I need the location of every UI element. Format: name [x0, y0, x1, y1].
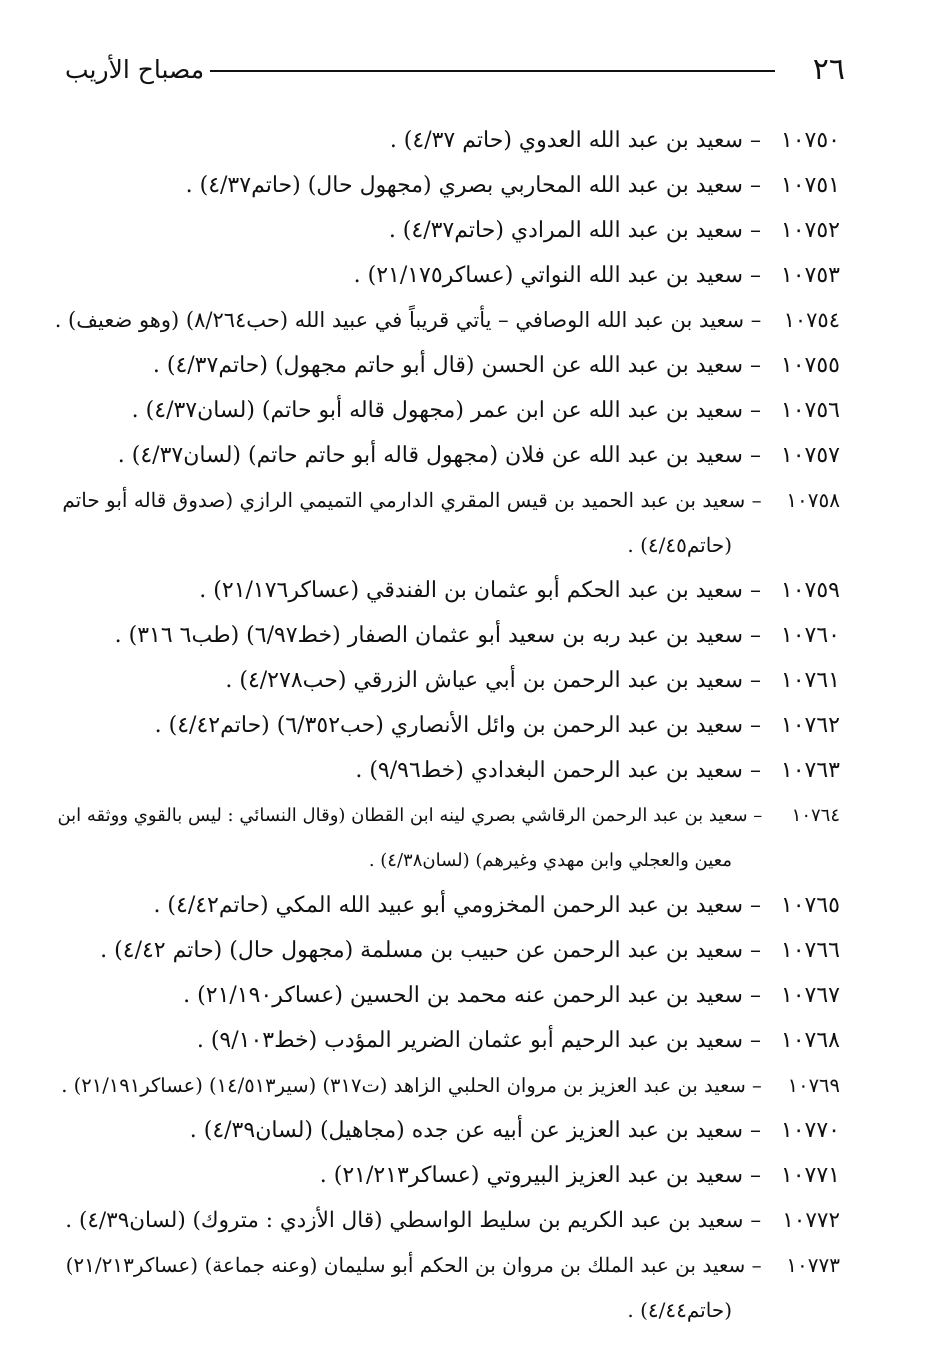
- page-number: ٢٦: [812, 52, 845, 87]
- entry: [50, 613, 840, 658]
- entry: [50, 973, 840, 1018]
- entry: [50, 298, 840, 343]
- entry-text: – سعيد بن عبد الرحمن البغدادي (خط٩/٩٦) .: [355, 758, 761, 783]
- entry-number: ١٠٧٥٢: [780, 218, 840, 243]
- entry-number: ١٠٧٧١: [780, 1163, 840, 1188]
- entry: [50, 1063, 840, 1108]
- entry-number: ١٠٧٥٦: [780, 398, 840, 423]
- entry: [50, 163, 840, 208]
- entry-text: – سعيد بن عبد الحميد بن قيس المقري الدارمي التميمي الرازي (صدوق قاله أبو حاتم: [62, 488, 762, 512]
- entry: [50, 1153, 840, 1198]
- entry-text: – سعيد بن عبد الله عن ابن عمر (مجهول قاله أبو حاتم) (لسان٤/٣٧) .: [131, 398, 761, 423]
- entry-number: ١٠٧٧٣: [786, 1253, 840, 1277]
- entry-continuation: (حاتم٤/٤٤) .: [627, 1298, 732, 1322]
- entry: [50, 1243, 840, 1333]
- entry: [50, 253, 840, 298]
- page-header: [65, 50, 845, 90]
- entry-text: – سعيد بن عبد الحكم أبو عثمان بن الفندقي (عساكر٢١/١٧٦) .: [199, 578, 761, 603]
- entry-number: ١٠٧٥٤: [783, 308, 840, 332]
- entry: [50, 1198, 840, 1243]
- entry-text: – سعيد بن عبد الله الوصافي – يأتي قريباً في عبيد الله (حب٨/٢٦٤) (وهو ضعيف) .: [54, 308, 762, 332]
- entry: [50, 208, 840, 253]
- entry-text: – سعيد بن عبد الله المرادي (حاتم٤/٣٧) .: [388, 218, 761, 243]
- entry-number: ١٠٧٦٩: [787, 1074, 840, 1097]
- entry: [50, 433, 840, 478]
- entry-number: ١٠٧٥٧: [780, 443, 840, 468]
- entry-text: – سعيد بن عبد العزيز البيروتي (عساكر٢١/٢١٣) .: [319, 1163, 761, 1188]
- entry-number: ١٠٧٥٠: [780, 128, 840, 153]
- entry-text: – سعيد بن عبد الرحمن عنه محمد بن الحسين (عساكر٢١/١٩٠) .: [183, 983, 761, 1008]
- entry-text: – سعيد بن عبد الرحمن الرقاشي بصري لينه ابن القطان (وقال النسائي : ليس بالقوي ووثقه ابن: [57, 805, 763, 826]
- entry: [50, 748, 840, 793]
- entry: [50, 883, 840, 928]
- entry: [50, 658, 840, 703]
- entry: [50, 343, 840, 388]
- entry-text: – سعيد بن عبد الرحمن بن وائل الأنصاري (حب٦/٣٥٢) (حاتم٤/٤٢) .: [154, 713, 761, 738]
- entry-number: ١٠٧٦٧: [780, 983, 840, 1008]
- entry-text: – سعيد بن عبد الله المحاربي بصري (مجهول حال) (حاتم٤/٣٧) .: [185, 173, 761, 198]
- entry-text: – سعيد بن عبد الرحمن بن أبي عياش الزرقي (حب٤/٢٧٨) .: [225, 668, 761, 693]
- entry-number: ١٠٧٧٠: [780, 1118, 840, 1143]
- entry-text: – سعيد بن عبد الله عن الحسن (قال أبو حاتم مجهول) (حاتم٤/٣٧) .: [152, 353, 761, 378]
- entry-number: ١٠٧٧٢: [782, 1208, 840, 1233]
- entry-continuation: (حاتم٤/٤٥) .: [627, 533, 732, 557]
- entry-text: – سعيد بن عبد الكريم بن سليط الواسطي (قال الأزدي : متروك) (لسان٤/٣٩) .: [65, 1208, 762, 1233]
- entry-number: ١٠٧٦١: [780, 668, 840, 693]
- entry-number: ١٠٧٥٣: [780, 263, 840, 288]
- entry-number: ١٠٧٦٨: [780, 1028, 840, 1053]
- entry-number: ١٠٧٦٢: [780, 713, 840, 738]
- entry-text: – سعيد بن عبد الله العدوي (حاتم ٤/٣٧) .: [389, 128, 761, 153]
- entry: [50, 928, 840, 973]
- entry: [50, 118, 840, 163]
- entry-number: ١٠٧٥٩: [780, 578, 840, 603]
- entry: [50, 793, 840, 883]
- entry-continuation: معين والعجلي وابن مهدي وغيرهم) (لسان٤/٣٨) .: [368, 850, 732, 871]
- entry-number: ١٠٧٦٥: [780, 893, 840, 918]
- header-rule: [210, 70, 775, 72]
- entry-text: – سعيد بن عبد الله عن فلان (مجهول قاله أبو حاتم حاتم) (لسان٤/٣٧) .: [117, 443, 761, 468]
- entry-text: – سعيد بن عبد الله النواتي (عساكر٢١/١٧٥) .: [353, 263, 761, 288]
- entry-text: – سعيد بن عبد الرحمن المخزومي أبو عبيد الله المكي (حاتم٤/٤٢) .: [153, 893, 761, 918]
- entry-text: – سعيد بن عبد ربه بن سعيد أبو عثمان الصفار (خط٦/٩٧) (طب٦ ٣١٦) .: [114, 623, 761, 648]
- entry-text: – سعيد بن عبد الملك بن مروان بن الحكم أبو سليمان (وعنه جماعة) (عساكر٢١/٢١٣): [65, 1253, 762, 1277]
- book-title: مصباح الأريب: [65, 55, 205, 84]
- entry-text: – سعيد بن عبد العزيز بن مروان الحلبي الزاهد (ت٣١٧) (سير١٤/٥١٣) (عساكر٢١/١٩١) .: [61, 1074, 762, 1097]
- entry-number: ١٠٧٦٣: [780, 758, 840, 783]
- entry-number: ١٠٧٥٨: [786, 488, 840, 512]
- entry: [50, 1018, 840, 1063]
- entry-number: ١٠٧٥١: [780, 173, 840, 198]
- entry: [50, 1108, 840, 1153]
- entry-number: ١٠٧٦٤: [791, 805, 840, 826]
- entry-number: ١٠٧٦٦: [780, 938, 840, 963]
- entry: [50, 388, 840, 433]
- entry-text: – سعيد بن عبد الرحيم أبو عثمان الضرير المؤدب (خط٩/١٠٣) .: [196, 1028, 761, 1053]
- entry: [50, 568, 840, 613]
- entries-list: [50, 118, 840, 1333]
- entry-text: – سعيد بن عبد الرحمن عن حبيب بن مسلمة (مجهول حال) (حاتم ٤/٤٢) .: [100, 938, 761, 963]
- entry: [50, 478, 840, 568]
- entry-text: – سعيد بن عبد العزيز عن أبيه عن جده (مجاهيل) (لسان٤/٣٩) .: [189, 1118, 761, 1143]
- entry-number: ١٠٧٦٠: [780, 623, 840, 648]
- entry-number: ١٠٧٥٥: [780, 353, 840, 378]
- entry: [50, 703, 840, 748]
